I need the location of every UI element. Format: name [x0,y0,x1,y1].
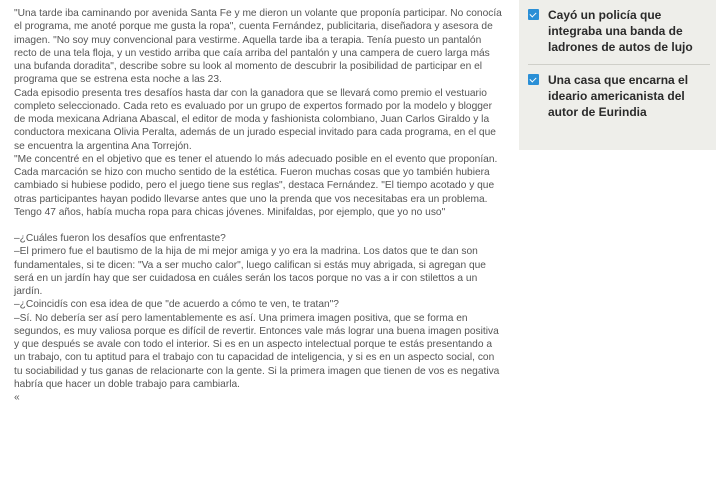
related-articles-box [519,0,716,150]
interview-question: –¿Cuáles fueron los desafíos que enfrentaste? [14,233,226,244]
article-body [14,7,502,404]
related-article-link[interactable]: Cayó un policía que integraba una banda de ladrones de autos de lujo [548,8,693,54]
paragraph-spacer [14,219,502,232]
article-paragraph: "Una tarde iba caminando por avenida Santa Fe y me dieron un volante que proponía participar. No conocía el programa, me anoté porque me gusta la ropa", cuenta Fernández, publicitaria, diseñadora y asesora de imagen. "No soy muy convencional para vestirme. Aquella tarde iba a terapia. Tenía puesto un pantalón recto de una tela floja, y un vestido arriba que caía arriba del pantalón y una campera de cuero larga más una bufanda doradita", describe sobre su look al momento de descubrir la posibilidad de participar en el programa que se estrena esta noche a las 23. [14,8,502,86]
article-paragraph: "Me concentré en el objetivo que es tener el atuendo lo más adecuado posible en el evento que proponían. Cada marcación se hizo con mucho sentido de la estética. Fueron muchas cosas que yo también hubiera cambiado si hubiese podido, pero el juego tiene sus reglas", destaca Fernández. "El tiempo acotado y que otras participantes hayan podido llevarse antes que uno la prenda que vos necesitabas era un problema. Tengo 47 años, había mucha ropa para chicas jóvenes. Minifaldas, por ejemplo, que yo no uso" [14,153,498,218]
related-article-link[interactable]: Una casa que encarna el ideario americanista del autor de Eurindia [548,73,689,119]
checkbox-icon [528,74,539,85]
interview-answer: –El primero fue el bautismo de la hija de mi mejor amiga y yo era la madrina. Los datos que te dan son fundamentales, si te dicen: "Va a ser mucho calor", luego califican si estás muy abrigada, si agregan que será en un jardín hay que ser cuidadosa en cuáles serán los tacos porque no vas a ir con stilettos a un jardín. [14,246,486,297]
related-article-item[interactable] [528,64,710,129]
related-article-item[interactable] [528,7,710,64]
interview-answer: –Sí. No debería ser así pero lamentablemente es así. Una primera imagen positiva, que se forma en segundos, es muy valiosa porque es difícil de revertir. Entonces vale más lograr una buena imagen positiva y que después se avale con todo el interior. Si es en un aspecto intelectual porque te estás presentando a un trabajo, con tu aptitud para el trabajo con tu capacidad de inteligencia, y si es en un aspecto social, con tu sociabilidad y tus ganas de relacionarte con la gente. Si la primera imagen que tienen de vos es negativa habría que hacer un doble trabajo para cambiarla. [14,312,500,390]
checkbox-icon [528,9,539,20]
interview-question: –¿Coincidís con esa idea de que "de acuerdo a cómo te ven, te tratan"? [14,299,339,311]
article-paragraph: Cada episodio presenta tres desafíos hasta dar con la ganadora que se llevará como premio el vestuario completo seleccionado. Cada reto es evaluado por un grupo de expertos formado por la modelo y blogger de moda mexicana Adriana Abascal, el editor de moda y fashionista colombiano, Juan Carlos Giraldo y la conductora mexicana Olivia Peralta, además de un jurado especial invitado para cada programa, en el que se encuentra la argentina Ana Torrejón. [14,87,496,152]
quote-mark: « [14,392,20,403]
